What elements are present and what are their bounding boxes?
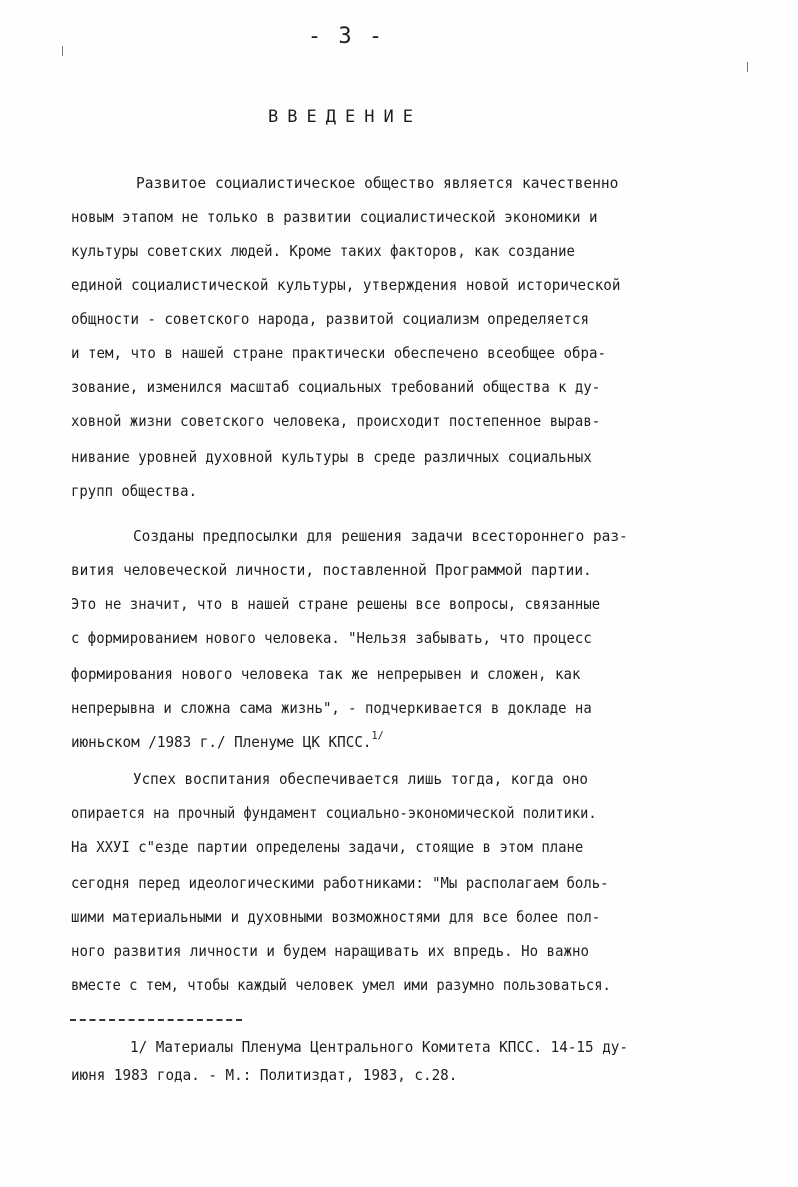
- text-line: Созданы предпосылки для решения задачи всестороннего раз-: [133, 527, 628, 545]
- section-heading: ВВЕДЕНИЕ: [268, 107, 422, 127]
- text-line: ховной жизни советского человека, происходит постепенное вырав-: [71, 412, 601, 430]
- footnote-reference: 1/: [371, 729, 384, 742]
- text-line: шими материальными и духовными возможностями для все более пол-: [71, 908, 601, 926]
- text-line: и тем, что в нашей стране практически обеспечено всеобщее обра-: [71, 344, 606, 362]
- text-line: формирования нового человека так же непрерывен и сложен, как: [71, 665, 581, 683]
- text-line: вития человеческой личности, поставленной Программой партии.: [71, 561, 592, 579]
- scan-mark: [62, 46, 63, 56]
- text-line-with-footnote: [71, 731, 384, 753]
- text-line: культуры советских людей. Кроме таких факторов, как создание: [71, 242, 575, 260]
- text-line: зование, изменился масштаб социальных требований общества к ду-: [71, 378, 601, 396]
- text-line: Успех воспитания обеспечивается лишь тогда, когда оно: [133, 770, 589, 788]
- footnote-line: 1/ Материалы Пленума Центрального Комитета КПСС. 14-15 ду-: [130, 1038, 628, 1056]
- text-line: с формированием нового человека. "Нельзя забывать, что процесс: [71, 629, 592, 647]
- text-line: сегодня перед идеологическими работниками: "Мы располагаем боль-: [71, 874, 609, 892]
- text-line: групп общества.: [71, 482, 197, 500]
- text-line: непрерывна и сложна сама жизнь", - подчеркивается в докладе на: [71, 699, 592, 717]
- text-segment: июньском /1983 г./ Пленуме ЦК КПСС.: [71, 733, 372, 751]
- footnote-line: июня 1983 года. - М.: Политиздат, 1983, с.28.: [71, 1066, 458, 1084]
- text-line: вместе с тем, чтобы каждый человек умел ими разумно пользоваться.: [71, 976, 611, 994]
- footnote-divider: [70, 1019, 242, 1021]
- text-line: нивание уровней духовной культуры в среде различных социальных: [71, 448, 592, 466]
- text-line: На ХХУI с"езде партии определены задачи, стоящие в этом плане: [71, 838, 584, 856]
- text-line: общности - советского народа, развитой социализм определяется: [71, 310, 590, 328]
- text-line: Развитое социалистическое общество является качественно: [136, 174, 619, 192]
- text-line: единой социалистической культуры, утверждения новой исторической: [71, 276, 621, 294]
- text-line: Это не значит, что в нашей стране решены все вопросы, связанные: [71, 595, 601, 613]
- text-line: ного развития личности и будем наращивать их впредь. Но важно: [71, 942, 590, 960]
- text-line: опирается на прочный фундамент социально-экономической политики.: [71, 804, 597, 822]
- text-line: новым этапом не только в развитии социалистической экономики и: [71, 208, 598, 226]
- scan-mark: [747, 62, 748, 72]
- page-number: - 3 -: [307, 24, 385, 49]
